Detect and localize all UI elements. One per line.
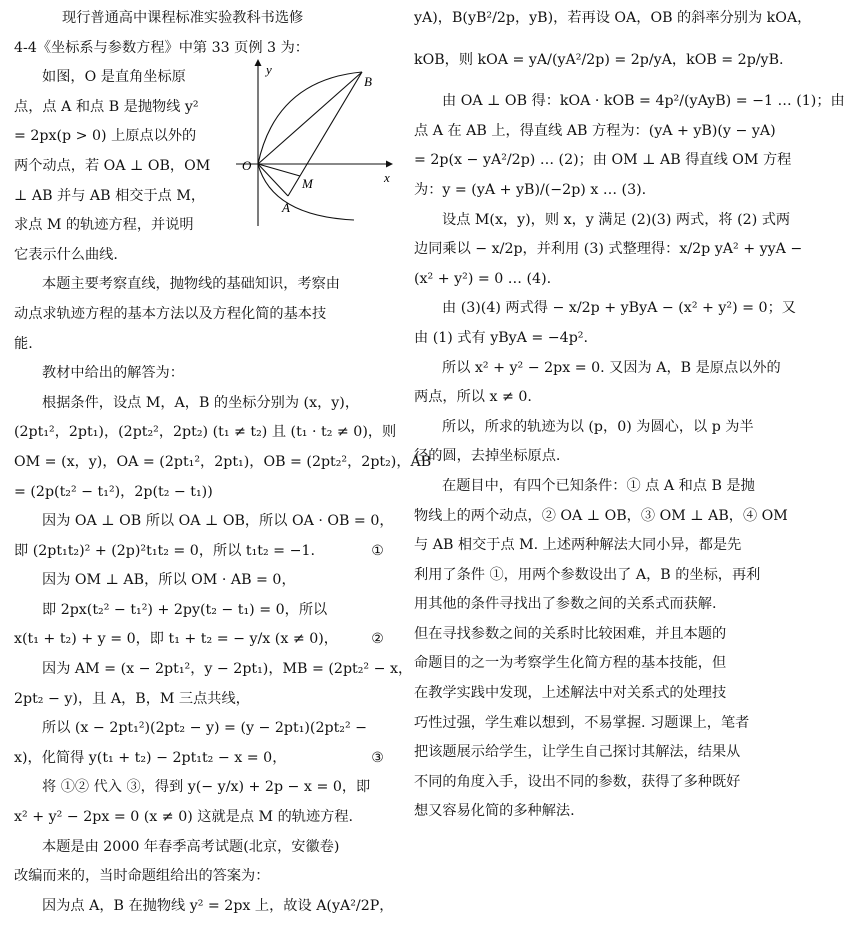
text-line-numbered: [14, 744, 390, 774]
text-line: 能.: [14, 335, 33, 352]
right-column: [414, 4, 845, 827]
text-line: 命题目的之一为考察学生化简方程的基本技能，但: [414, 655, 727, 672]
text-line: 将 ①② 代入 ③，得到 y(− y/x) + 2p − x = 0，即: [42, 779, 371, 796]
point-b-label: B: [364, 74, 372, 89]
text-line-numbered: [14, 625, 390, 655]
point-m-label: M: [302, 176, 313, 191]
equation-number: ①: [371, 542, 384, 559]
text-line: 两点，所以 x ≠ 0.: [414, 389, 532, 406]
text-line: 所以 (x − 2pt₁²)(2pt₂ − y) = (y − 2pt₁)(2pt₂² −: [42, 720, 368, 737]
text-line: 径的圆，去掉坐标原点.: [414, 448, 561, 465]
text-line: 本题是由 2000 年春季高考试题(北京，安徽卷): [42, 838, 340, 855]
text-line: 由 (3)(4) 两式得 − x/2p + yByA − (x² + y²) = 0；又: [442, 300, 796, 317]
text-line: = (2p(t₂² − t₁²)，2p(t₂ − t₁)): [14, 483, 213, 500]
text-line: 由 (1) 式有 yByA = −4p².: [414, 329, 588, 346]
text-line: 因为 OM ⊥ AB，所以 OM · AB = 0，: [42, 572, 296, 589]
text-line: 与 AB 相交于点 M. 上述两种解法大同小异，都是先: [414, 537, 742, 554]
text-line: x(t₁ + t₂) + y = 0，即 t₁ + t₂ = − y/x (x ≠ 0)，: [14, 631, 338, 648]
text-line: 它表示什么曲线.: [14, 246, 118, 263]
text-line: kOB，则 kOA = yA/(yA²/2p) = 2p/yA，kOB = 2p/yB.: [414, 51, 784, 68]
text-line: 把该题展示给学生，让学生自己探讨其解法，结果从: [414, 744, 741, 761]
text-line: 点，点 A 和点 B 是抛物线 y²: [14, 98, 199, 115]
text-line: 所以 x² + y² − 2px = 0. 又因为 A，B 是原点以外的: [442, 359, 781, 376]
text-line: 想又容易化简的多种解法.: [414, 803, 575, 820]
text-line: 所以，所求的轨迹为以 (p，0) 为圆心，以 p 为半: [442, 418, 754, 435]
text-line: 两个动点，若 OA ⊥ OB，OM: [14, 157, 211, 174]
text-line: 但在寻找参数之间的关系时比较困难，并且本题的: [414, 625, 727, 642]
text-line: 因为 AM = (x − 2pt₁²，y − 2pt₁)，MB = (2pt₂² − x，: [42, 661, 413, 678]
text-line: (x² + y²) = 0 … (4).: [414, 270, 552, 287]
text-line: 因为点 A，B 在抛物线 y² = 2px 上，故设 A(yA²/2P，: [42, 897, 394, 914]
point-a-label: A: [282, 200, 290, 215]
text-line: 4-4《坐标系与参数方程》中第 33 页例 3 为：: [14, 39, 309, 56]
text-line: 为：y = (yA + yB)/(−2p) x … (3).: [414, 181, 647, 198]
text-line: 即 2px(t₂² − t₁²) + 2py(t₂ − t₁) = 0，所以: [42, 601, 328, 618]
text-line: ⊥ AB 并与 AB 相交于点 M，: [14, 187, 206, 204]
text-line: = 2px(p > 0) 上原点以外的: [14, 128, 197, 145]
text-line: x² + y² − 2px = 0 (x ≠ 0) 这就是点 M 的轨迹方程.: [14, 809, 354, 826]
text-line: 物线上的两个动点，② OA ⊥ OB，③ OM ⊥ AB，④ OM: [414, 507, 788, 524]
text-line: OM = (x，y)，OA = (2pt₁²，2pt₁)，OB = (2pt₂²，2pt₂)，AB: [14, 453, 432, 470]
text-line: 现行普通高中课程标准实验教科书选修: [62, 10, 304, 26]
text-line-numbered: [14, 537, 390, 567]
equation-number: ③: [371, 749, 384, 766]
text-line: (2pt₁²，2pt₁)，(2pt₂²，2pt₂) (t₁ ≠ t₂) 且 (t₁ · t₂ ≠ 0)，则: [14, 424, 397, 441]
text-line: 2pt₂ − y)，且 A，B，M 三点共线，: [14, 690, 250, 707]
y-axis-arrow-icon: [255, 59, 262, 66]
x-axis-arrow-icon: [386, 161, 393, 168]
left-column: [14, 4, 432, 921]
text-line: 求点 M 的轨迹方程，并说明: [14, 217, 194, 234]
segment-ob: [258, 72, 362, 164]
text-line: = 2p(x − yA²/2p) … (2)；由 OM ⊥ AB 得直线 OM 方程: [414, 152, 792, 169]
text-line: 本题主要考察直线，抛物线的基础知识，考察由: [42, 276, 340, 293]
parabola-diagram: [236, 58, 394, 228]
text-line: yA)，B(yB²/2p，yB)，若再设 OA，OB 的斜率分别为 kOA，: [414, 10, 812, 26]
x-axis-label: x: [384, 170, 390, 185]
equation-number: ②: [371, 631, 384, 648]
text-line: x)，化简得 y(t₁ + t₂) − 2pt₁t₂ − x = 0，: [14, 749, 287, 766]
text-line: 边同乘以 − x/2p，并利用 (3) 式整理得：x/2p yA² + yyA −: [414, 241, 803, 258]
segment-ab: [288, 72, 362, 196]
text-line: 由 OA ⊥ OB 得：kOA · kOB = 4p²/(yAyB) = −1 … (1)；由: [442, 93, 845, 110]
text-line: 动点求轨迹方程的基本方法以及方程化简的基本技: [14, 305, 327, 322]
text-line: 点 A 在 AB 上，得直线 AB 方程为：(yA + yB)(y − yA): [414, 122, 776, 139]
text-line: 在教学实践中发现，上述解法中对关系式的处理技: [414, 685, 727, 702]
text-line: 利用了条件 ①，用两个参数设出了 A，B 的坐标，再利: [414, 566, 761, 583]
text-line: 如图，O 是直角坐标原: [42, 69, 186, 86]
parabola-figure: [236, 58, 394, 228]
text-line: 根据条件，设点 M，A，B 的坐标分别为 (x，y)，: [42, 394, 360, 411]
text-line: 教材中给出的解答为：: [42, 365, 184, 382]
text-line: 即 (2pt₁t₂)² + (2p)²t₁t₂ = 0，所以 t₁t₂ = −1.: [14, 542, 316, 559]
text-line: 不同的角度入手，设出不同的参数，获得了多种既好: [414, 773, 741, 790]
text-line: 因为 OA ⊥ OB 所以 OA ⊥ OB，所以 OA · OB = 0，: [42, 513, 394, 530]
text-line: 改编而来的，当时命题组给出的答案为：: [14, 868, 270, 885]
text-line: 设点 M(x，y)，则 x，y 满足 (2)(3) 两式，将 (2) 式两: [442, 211, 791, 228]
text-line: 在题目中，有四个已知条件：① 点 A 和点 B 是抛: [442, 477, 755, 494]
origin-label: O: [242, 158, 252, 173]
text-line: 用其他的条件寻找出了参数之间的关系式而获解.: [414, 596, 717, 613]
text-line: 巧性过强，学生难以想到，不易掌握. 习题课上，笔者: [414, 714, 750, 731]
y-axis-label: y: [266, 62, 272, 77]
parabola-lower-branch: [258, 164, 354, 220]
